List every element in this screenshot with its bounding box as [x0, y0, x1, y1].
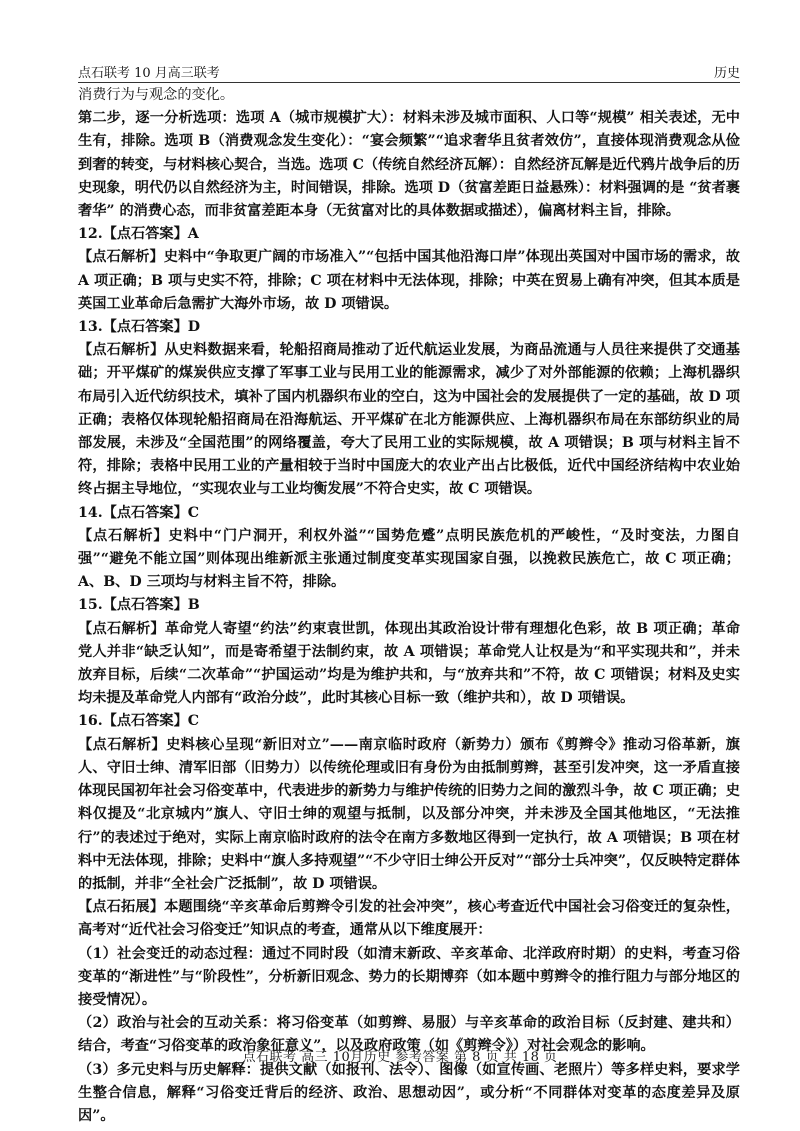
analysis-15: 【点石解析】革命党人寄望“约法”约束袁世凯，体现出其政治设计带有理想化色彩，故 B 项正确；革命党人并非“缺乏认知”，而是寄希望于法制约束，故 A 项错误；革命党人让权是为“和平实现共和”，并未放弃目标，后续“二次革命”“护国运动”均是为维护共和，与“放弃共和”不符，故 C 项错误；材料及史实均未提及革命党人内部有“政治分歧”，此时其核心目标一致（维护共和），故 D 项错误。 — [78, 620, 740, 707]
answer-16: 16.【点石答案】C — [78, 713, 200, 730]
extension-point-1: （1）社会变迁的动态过程：通过不同时段（如清末新政、辛亥革命、北洋政府时期）的史料，考查习俗变革的“渐进性”与“阶段性”，分析新旧观念、势力的长期博弈（如本题中剪辫令的推行阻力与部分地区的接受情况）。 — [78, 945, 740, 1008]
answer-15: 15.【点石答案】B — [78, 597, 200, 614]
answer-12: 12.【点石答案】A — [78, 226, 199, 243]
paragraph-step-two: 第二步，逐一分析选项：选项 A（城市规模扩大）：材料未涉及城市面积、人口等“规模” 相关表述，无中生有，排除。选项 B（消费观念发生变化）：“宴会频繁”“追求奢华且贫者效仿”，直接体现消费观念从俭到奢的转变，与材料核心契合，当选。选项 C（传统自然经济瓦解）：自然经济瓦解是近代鸦片战争后的历史现象，明代仍以自然经济为主，时间错误，排除。选项 D（贫富差距日益悬殊）：材料强调的是 “贫者裹奢华” 的消费心态，而非贫富差距本身（无贫富对比的具体数据或描述），偏离材料主旨，排除。 — [78, 110, 740, 220]
extension-16: 【点石拓展】本题围绕“辛亥革命后剪辫令引发的社会冲突”，核心考查近代中国社会习俗变迁的复杂性，高考对“近代社会习俗变迁”知识点的考查，通常从以下维度展开： — [78, 899, 740, 939]
header-exam-title: 点石联考 10 月高三联考 — [78, 66, 220, 81]
analysis-12: 【点石解析】史料中“争取更广阔的市场准入”“包括中国其他沿海口岸”体现出英国对中国市场的需求，故 A 项正确；B 项与史实不符，排除；C 项在材料中无法体现，排除；中英在贸易上确有冲突，但其本质是英国工业革命后急需扩大海外市场，故 D 项错误。 — [78, 249, 740, 312]
answer-13: 13.【点石答案】D — [78, 319, 201, 336]
page-header — [78, 60, 740, 83]
page-footer: 点石联考 高三 10月历史 参考答案 第 8 页 共 18 页 — [242, 1050, 558, 1065]
analysis-13: 【点石解析】从史料数据来看，轮船招商局推动了近代航运业发展，为商品流通与人员往来提供了交通基础；开平煤矿的煤炭供应支撑了军事工业与民用工业的能源需求，减少了对外部能源的依赖；上海机器织布局引入近代纺织技术，填补了国内机器织布业的空白，这为中国社会的发展提供了一定的基础，故 D 项正确；表格仅体现轮船招商局在沿海航运、开平煤矿在北方能源供应、上海机器织布局在东部纺织业的局部发展，未涉及“全国范围”的网络覆盖，夸大了民用工业的实际规模，故 A 项错误；B 项与材料主旨不符，排除；表格中民用工业的产量相较于当时中国庞大的农业产出占比极低，近代中国经济结构中农业始终占据主导地位，“实现农业与工业均衡发展”不符合史实，故 C 项错误。 — [78, 342, 740, 498]
header-subject: 历史 — [713, 66, 740, 81]
answer-content — [78, 84, 740, 1128]
extension-point-3: （3）多元史料与历史解释：提供文献（如报刊、法令）、图像（如宣传画、老照片）等多样史料，要求学生整合信息，解释“习俗变迁背后的经济、政治、思想动因”，或分析“不同群体对变革的态度差异及原因”。 — [78, 1061, 740, 1124]
answer-14: 14.【点石答案】C — [78, 504, 200, 521]
analysis-16: 【点石解析】史料核心呈现“新旧对立”——南京临时政府（新势力）颁布《剪辫令》推动习俗革新，旗人、守旧士绅、清军旧部（旧势力）以传统伦理或旧有身份为由抵制剪辫，甚至引发冲突，这一矛盾直接体现民国初年社会习俗变革中，代表进步的新势力与维护传统的旧势力之间的激烈斗争，故 C 项正确；史料仅提及“北京城内”旗人、守旧士绅的观望与抵制，以及部分冲突，并未涉及全国其他地区，“无法推行”的表述过于绝对，实际上南京临时政府的法令在南方多数地区得到一定执行，故 A 项错误；B 项在材料中无法体现，排除；史料中“旗人多持观望”“不少守旧士绅公开反对”“部分士兵冲突”，仅反映特定群体的抵制，并非“全社会广泛抵制”，故 D 项错误。 — [78, 736, 740, 892]
paragraph-continuation: 消费行为与观念的变化。 — [78, 87, 235, 103]
extension-point-2: （2）政治与社会的互动关系：将习俗变革（如剪辫、易服）与辛亥革命的政治目标（反封建、建共和）结合，考查“习俗变革的政治象征意义”，以及政府政策（如《剪辫令》）对社会观念的影响。 — [78, 1015, 740, 1055]
analysis-14: 【点石解析】史料中“门户洞开，利权外溢”“国势危蹙”点明民族危机的严峻性，“及时变法，力图自强”“避免不能立国”则体现出维新派主张通过制度变革实现国家自强，以挽救民族危亡，故 C 项正确；A、B、D 三项均与材料主旨不符，排除。 — [78, 527, 740, 591]
